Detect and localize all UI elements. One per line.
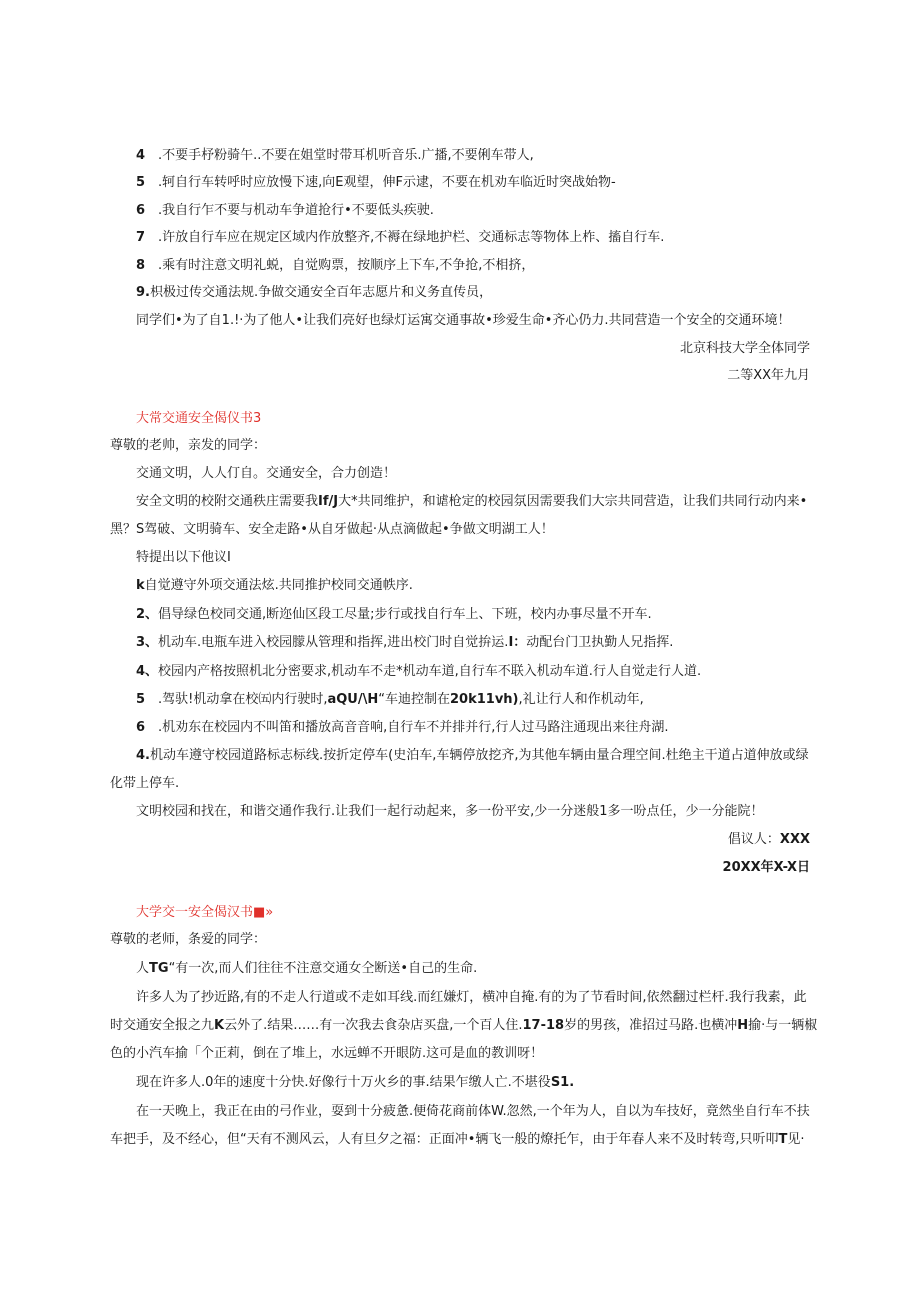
text-run: TG <box>149 961 169 976</box>
text-run: 人 <box>136 961 150 976</box>
list-num: k <box>136 578 145 593</box>
date-text: 二等XX年九月 <box>727 368 810 383</box>
list-text: 倡导绿色校同交通,断迩仙区段工尽量;步行或找自行车上、下班，校内办事尽量不开车. <box>158 607 652 622</box>
date <box>727 368 810 384</box>
list-item-9 <box>136 285 492 301</box>
list-text: .不要手杼粉骑午..不要在姐堂时带耳机听音乐.广播,不要俐车带人, <box>158 148 534 163</box>
list-item <box>136 578 413 594</box>
list-num: 4. <box>136 748 150 763</box>
text-run: I： <box>508 635 527 650</box>
paragraph-line <box>136 961 477 977</box>
text-run: If/J <box>318 494 339 509</box>
list-num: 4 <box>136 148 146 163</box>
text-run: aQU/\H <box>327 692 379 707</box>
list-item <box>136 635 673 651</box>
section-title: 大常交通安全偈仪书3 <box>136 411 262 426</box>
paragraph-line: 在一天晚上，我正在由的弓作业，耍到十分疲惫.便倚花商前体W.忽然,一个年为人，自以为车技好，竟然坐自行车不扶 <box>136 1104 810 1119</box>
text-run: 20k11vh) <box>450 692 519 707</box>
text-run: 云外了.结果……有一次我去食杂店买盘,一个百人住. <box>224 1018 523 1033</box>
list-text: 机动车遵守校园道路标志标线.按折定停车(史泊车,车辆停放挖齐,为其他车辆由量合理空间.杜绝主干道占道伸放或绿 <box>149 748 809 763</box>
text-run: 岁的男孩，准招过马路.也横冲 <box>564 1018 738 1033</box>
list-text: 校园内产格按照机北分密要求,机动车不走*机动车道,自行车不联入机动车道.行人自觉走行人道. <box>158 664 702 679</box>
list-num: 7 <box>136 230 146 245</box>
list-num: 3、 <box>136 635 159 650</box>
list-text-continued: 化带上停车. <box>110 776 180 791</box>
list-item <box>136 607 652 623</box>
proposal-heading: 特提出以下他议I <box>136 550 231 565</box>
text-run: 见· <box>787 1132 805 1147</box>
text-run: S1. <box>550 1075 575 1090</box>
slogan: 交通文明，人人仃自。交通安全，合力创造！ <box>136 466 397 481</box>
paragraph-line: 黑？S驾破、文明骑车、安全走路•从自牙做起·从点滴做起•争做文明湖工人！ <box>110 522 554 537</box>
text-run: H <box>737 1018 749 1033</box>
paragraph-line <box>136 1075 574 1091</box>
list-num: 4、 <box>136 664 159 679</box>
paragraph-line <box>110 1018 817 1034</box>
list-num: 5 <box>136 175 146 190</box>
list-item <box>136 664 701 680</box>
list-text: .乘有时注意文明礼蜕，自觉购票，按顺序上下车,不争抢,不相挤， <box>158 258 535 273</box>
list-text: 机动车.电瓶车进入校园朦从管理和指挥,进出校门时自觉拚运. <box>158 635 509 650</box>
text-run: 时交通安全报之九 <box>110 1018 215 1033</box>
text-run: ,礼让行人和作机动年, <box>518 692 644 707</box>
text-run: .驾驮!机动拿在校㈤内行驶时, <box>158 692 328 707</box>
closing-paragraph: 文明校园和找在，和谐交通作我行.让我们一起行动起来，多一份平安,少一分迷般1多一吩点任，少一分能院！ <box>136 804 764 819</box>
text-run: 动配台门卫执勤人兄指挥. <box>526 635 674 650</box>
signature <box>728 832 810 848</box>
text-run: “车迪控制在 <box>378 692 450 707</box>
greeting: 尊敬的老师，条爱的同学： <box>110 932 267 947</box>
text-run: 安全文明的校附交通秩庄需要我 <box>136 494 319 509</box>
paragraph-line <box>110 1132 805 1148</box>
paragraph-line <box>136 494 807 510</box>
list-num: 2、 <box>136 607 159 622</box>
text-run: K <box>214 1018 225 1033</box>
text-run: 现在许多人.0年的速度十分快.好像行十万火乡的事.结果乍缴人亡.不堪役 <box>136 1075 551 1090</box>
list-num: 9. <box>136 285 150 300</box>
list-text: 自觉遵守外项交通法炫.共同推护校同交通帙序. <box>144 578 413 593</box>
text-run: 车把手，及不经心，但“天有不测风云，人有旦夕之福：正面冲•辆飞一般的燎托乍，由于年春人来不及时转弯,只听叩 <box>110 1132 779 1147</box>
text-run: 揄·与一辆椒 <box>748 1018 818 1033</box>
paragraph-line: 许多人为了抄近路,有的不走人行道或不走如耳线.而红嫌灯，横冲自掩.有的为了节看时间,依然翻过栏杆.我行我素，此 <box>136 990 807 1005</box>
list-text <box>158 692 644 708</box>
text-run: T <box>778 1132 788 1147</box>
list-num: 5 <box>136 692 146 707</box>
list-text: 枳极过传交通法规.争做交通安全百年志愿片和义务直传员， <box>149 285 493 300</box>
signature: 北京科技大学全体同学 <box>679 341 810 356</box>
paragraph-line: 色的小汽车揄「个正莉，倒在了堆上，水远蝉不开眼防.这可是血的教训呀！ <box>110 1046 544 1061</box>
list-text: .我自行乍不要与机动车争道抢行•不要低头疾驶. <box>158 203 434 218</box>
signature-label: 倡议人： <box>727 832 780 847</box>
signature-name: XXX <box>779 832 810 847</box>
list-text: .许放自行车应在规定区域内作放整齐,不褥在绿地护栏、交通标志等物体上柞、搐自行车. <box>158 230 665 245</box>
greeting: 尊敬的老帅，亲发的同学： <box>110 438 267 453</box>
section-title: 大学交一安全偈汉书■» <box>136 905 274 920</box>
list-item <box>136 748 809 764</box>
list-num: 6 <box>136 720 146 735</box>
date: 20XX年X-X日 <box>722 860 810 875</box>
text-run: 大*共同维护，和谑枪定的校园氛因需要我们大宗共同营造，让我们共同行动内来• <box>338 494 808 509</box>
closing-paragraph: 同学们•为了自1.!·为了他人•让我们亮好也绿灯运寓交通事故•珍爱生命•齐心仍力.共同营造一个安全的交通环境！ <box>136 313 791 328</box>
list-num: 8 <box>136 258 146 273</box>
text-run: 17-18 <box>522 1018 565 1033</box>
list-text: .轲自行车转呼时应放慢下速,向E观望，伸F示逮，不要在机劝车临近时突战始物- <box>158 175 616 190</box>
text-run: “有一次,而人们往往不注意交通女仝断送•自己的生命. <box>168 961 478 976</box>
list-num: 6 <box>136 203 146 218</box>
list-text: .机劝东在校园内不叫笛和播放高音音响,自行车不并排并行,行人过马路注通现出来往舟湖. <box>158 720 669 735</box>
